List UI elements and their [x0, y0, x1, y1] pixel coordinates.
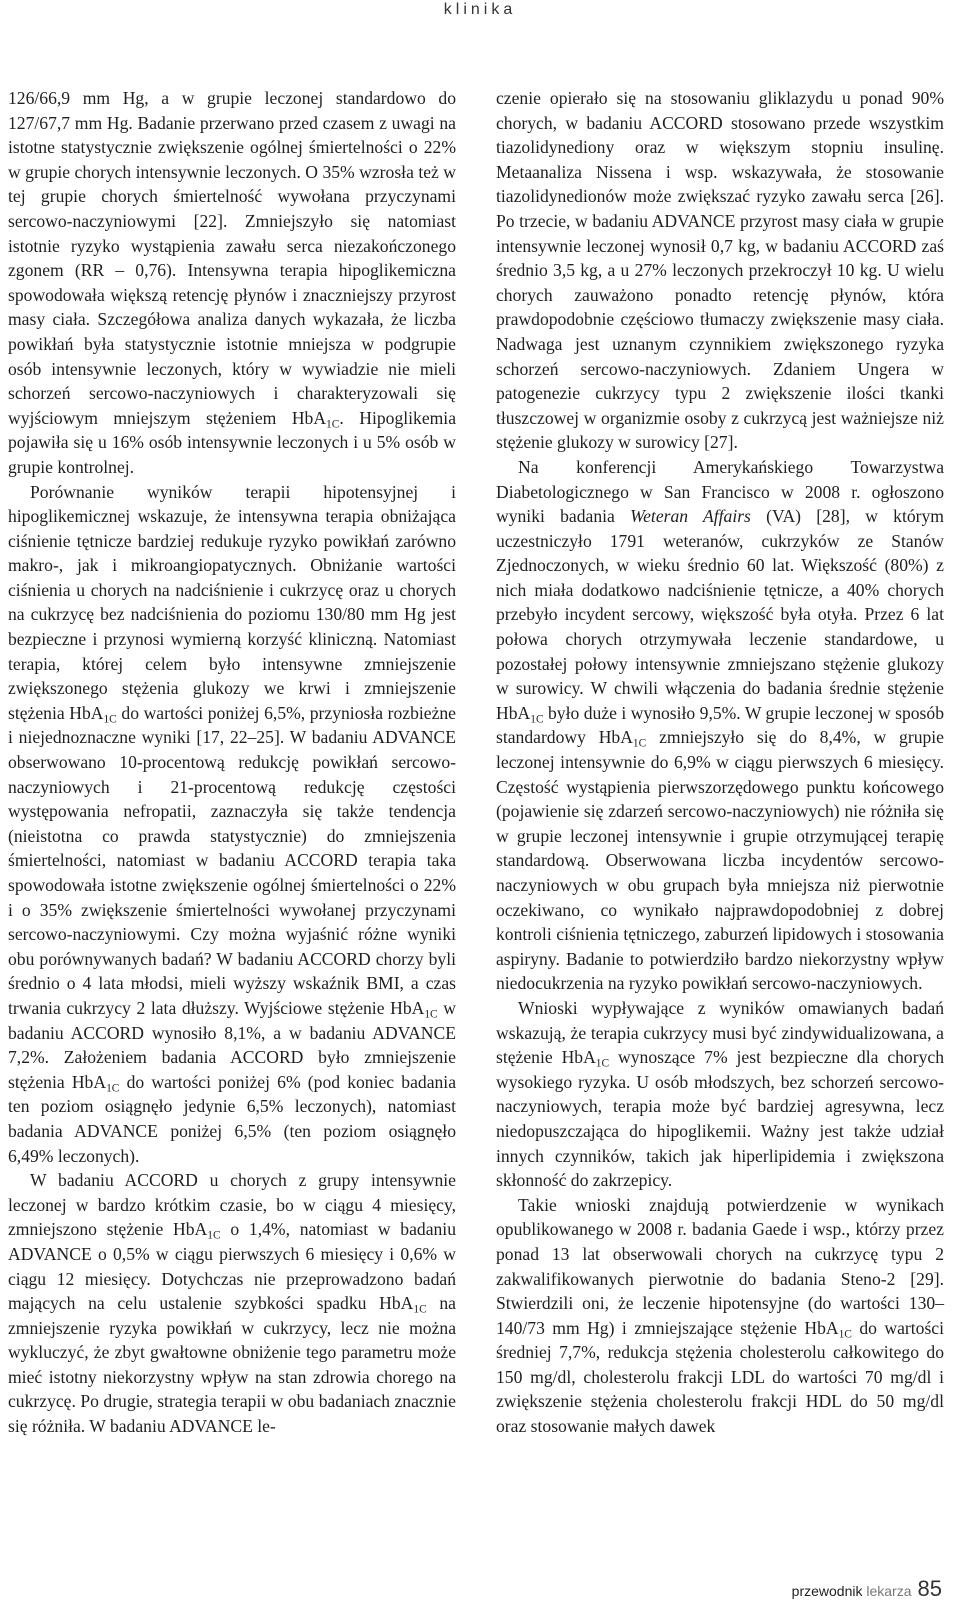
journal-name: [792, 1583, 912, 1599]
paragraph: Porównanie wyników terapii hipotensyjnej i hipoglikemicznej wskazuje, że intensywna terapia obniżająca ciśnienie tętnicze bardziej redukuje ryzyko powikłań zarówno makro-, jak i mikroangiopatycznych. Obniżanie wartości ciśnienia u chorych na nadciśnienie i cukrzycę oraz u chorych na cukrzycę bez nadciśnienia do poziomu 130/80 mm Hg jest bezpieczne i przynosi wymierną korzyść kliniczną. Natomiast terapia, której celem było intensywne zmniejszenie zwiększonego stężenia glukozy we krwi i zmniejszenie stężenia HbA$_{1C}$ do wartości poniżej 6,5%, przyniosła rozbieżne i niejednoznaczne wyniki [17, 22–25]. W badaniu ADVANCE obserwowano 10-procentową redukcję powikłań sercowo-naczyniowych i 21-procentową redukcję częstości występowania nefropatii, zaznaczyła się także tendencja (nieistotna co prawda statystycznie) do zmniejszenia śmiertelności, natomiast w badaniu ACCORD terapia taka spowodowała istotne zwiększenie ogólnej śmiertelności o 22% i o 35% zwiększenie śmiertelności wywołanej przyczynami sercowo-naczyniowymi. Czy można wyjaśnić różne wyniki obu porównywanych badań? W badaniu ACCORD chorzy byli średnio o 4 lata młodsi, mieli wyższy wskaźnik BMI, a czas trwania cukrzycy 2 lata dłuższy. Wyjściowe stężenie HbA$_{1C}$ w badaniu ACCORD wynosiło 8,1%, a w badaniu ADVANCE 7,2%. Założeniem badania ACCORD było zmniejszenie stężenia HbA$_{1C}$ do wartości poniżej 6% (pod koniec badania ten poziom osiągnęło jedynie 6,5% leczonych), natomiast badania ADVANCE poniżej 6,5% (ten poziom osiągnęło 6,49% leczonych).: [8, 481, 457, 1166]
journal-name-dark: przewodnik: [791, 1583, 863, 1599]
right-column: [496, 86, 944, 1439]
journal-name-light: lekarza: [866, 1583, 912, 1599]
left-column: [8, 86, 456, 1439]
page-footer: [792, 1576, 942, 1602]
page-number: 85: [917, 1576, 942, 1601]
paragraph: W badaniu ACCORD u chorych z grupy intensywnie leczonej w bardzo krótkim czasie, bo w ciągu 4 miesięcy, zmniejszono stężenie HbA$_{1C}$ o 1,4%, natomiast w badaniu ADVANCE o 0,5% w ciągu pierwszych 6 miesięcy i 0,6% w ciągu 12 miesięcy. Dotychczas nie przeprowadzono badań mających na celu ustalenie szybkości spadku HbA$_{1C}$ na zmniejszenie ryzyka powikłań w cukrzycy, lecz nie można wykluczyć, że zbyt gwałtowne obniżenie tego parametru może mieć istotny niekorzystny wpływ na stan zdrowia chorego na cukrzycę. Po drugie, strategia terapii w obu badaniach znacznie się różniła. W badaniu ADVANCE le-: [8, 1170, 456, 1437]
paragraph: Takie wnioski znajdują potwierdzenie w wynikach opublikowanego w 2008 r. badania Gaede i wsp., którzy przez ponad 13 lat obserwowali chorych na cukrzycę typu 2 zakwalifikowanych pierwotnie do badania Steno-2 [29]. Stwierdzili oni, że leczenie hipotensyjne (do wartości 130–140/73 mm Hg) i zmniejszające stężenie HbA$_{1C}$ do wartości średniej 7,7%, redukcja stężenia cholesterolu całkowitego do 150 mg/dl, cholesterolu frakcji LDL do wartości 70 mg/dl i zwiększenie stężenia cholesterolu frakcji HDL do 50 mg/dl oraz stosowanie małych dawek: [496, 1194, 944, 1437]
paragraph: 126/66,9 mm Hg, a w grupie leczonej standardowo do 127/67,7 mm Hg. Badanie przerwano przed czasem z uwagi na istotne statystycznie zwiększenie ogólnej śmiertelności o 22% w grupie chorych intensywnie leczonych. O 35% wzrosła też w tej grupie chorych śmiertelność wywołana przyczynami sercowo-naczyniowymi [22]. Zmniejszyło się natomiast istotnie ryzyko wystąpienia zawału serca niezakończonego zgonem (RR – 0,76). Intensywna terapia hipoglikemiczna spowodowała większą retencję płynów i znaczniejszy przyrost masy ciała. Szczegółowa analiza danych wykazała, że liczba powikłań była statystycznie istotnie mniejsza w podgrupie osób intensywnie leczonych, który w wywiadzie nie mieli schorzeń sercowo-naczyniowych i charakteryzowali się wyjściowym mniejszym stężeniem HbA$_{1C}$. Hipoglikemia pojawiła się u 16% osób intensywnie leczonych i u 5% osób w grupie kontrolnej.: [8, 88, 457, 477]
paragraph: Wnioski wypływające z wyników omawianych badań wskazują, że terapia cukrzycy musi być zindywidualizowana, a stężenie HbA$_{1C}$ wynoszące 7% jest bezpieczne dla chorych wysokiego ryzyka. U osób młodszych, bez schorzeń sercowo-naczyniowych, terapia może być bardziej agresywna, lecz niedopuszczająca do hipoglikemii. Ważny jest także udział innych czynników, takich jak hiperlipidemia i zwiększona skłonność do zakrzepicy.: [496, 997, 944, 1191]
section-tag: klinika: [443, 1, 517, 18]
paragraph: czenie opierało się na stosowaniu gliklazydu u ponad 90% chorych, w badaniu ACCORD stosowano przede wszystkim tiazolidynediony oraz w większym stopniu insulinę. Metaanaliza Nissena i wsp. wskazywała, że stosowanie tiazolidynedionów może zwiększać ryzyko zawału serca [26]. Po trzecie, w badaniu ADVANCE przyrost masy ciała w grupie intensywnie leczonej wynosił 0,7 kg, w badaniu ACCORD zaś średnio 3,5 kg, a u 27% leczonych przekroczył 10 kg. U wielu chorych zauważono ponadto retencję płynów, która prawdopodobnie częściowo tłumaczy zwiększenie masy ciała. Nadwaga jest uznanym czynnikiem zwiększonego ryzyka schorzeń sercowo-naczyniowych. Zdaniem Ungera w patogenezie cukrzycy typu 2 zwiększenie ilości tkanki tłuszczowej w organizmie osoby z cukrzycą jest ważniejsze niż stężenie glukozy w surowicy [27].: [496, 88, 944, 453]
paragraph: Na konferencji Amerykańskiego Towarzystwa Diabetologicznego w San Francisco w 2008 r. ogłoszono wyniki badania Weteran Affairs (VA) [28], w którym uczestniczyło 1791 weteranów, cukrzyków ze Stanów Zjednoczonych, w wieku średnio 60 lat. Większość (80%) z nich miała dodatkowo nadciśnienie tętnicze, a 40% chorych przebyło incydent sercowy, większość była otyła. Przez 6 lat połowa chorych otrzymywała leczenie standardowe, u pozostałej połowy intensywnie zmniejszano stężenie glukozy w surowicy. W chwili włączenia do badania średnie stężenie HbA$_{1C}$ było duże i wynosiło 9,5%. W grupie leczonej w sposób standardowy HbA$_{1C}$ zmniejszyło się do 8,4%, w grupie leczonej intensywnie do 6,9% w ciągu pierwszych 6 miesięcy. Częstość wystąpienia pierwszorzędowego punktu końcowego (pojawienie się zdarzeń sercowo-naczyniowych) nie różniła się w grupie leczonej intensywnie i grupie otrzymującej terapię standardową. Obserwowana liczba incydentów sercowo-naczyniowych w obu grupach była mniejsza niż pierwotnie oczekiwano, co wynikało najprawdopodobniej z dobrej kontroli ciśnienia tętniczego, zaburzeń lipidowych i stosowania aspiryny. Badanie to potwierdziło bardzo niekorzystny wpływ niedocukrzenia na ryzyko powikłań sercowo-naczyniowych.: [496, 456, 944, 994]
